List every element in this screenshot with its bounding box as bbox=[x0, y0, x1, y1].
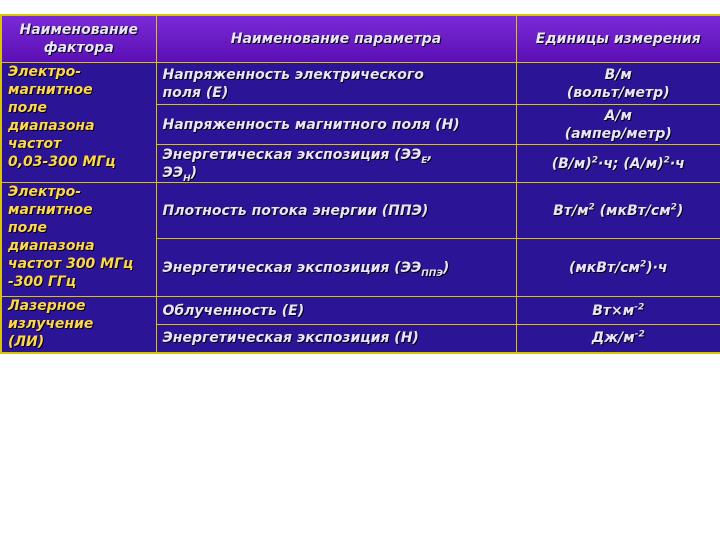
param-text: поля (E) bbox=[162, 84, 229, 101]
header-factor-line1: Наименование bbox=[19, 22, 138, 38]
unit-text: )·ч bbox=[646, 259, 668, 276]
param-text: Энергетическая экспозиция (H) bbox=[162, 330, 419, 347]
factor-text: (ЛИ) bbox=[8, 334, 45, 350]
table-row bbox=[1, 183, 720, 239]
unit-cell bbox=[516, 297, 720, 325]
unit-cell bbox=[516, 105, 720, 145]
unit-superscript: 2 bbox=[639, 258, 647, 269]
unit-cell bbox=[516, 63, 720, 105]
unit-text: Вт×м bbox=[592, 302, 635, 319]
factor-text: Электро- bbox=[8, 184, 82, 200]
param-text: Плотность потока энергии (ППЭ) bbox=[162, 202, 429, 219]
param-text: Облученность (E) bbox=[162, 302, 305, 319]
factor-text: -300 ГГц bbox=[8, 274, 77, 290]
header-parameter: Наименование параметра bbox=[156, 15, 516, 63]
factor-cell-emf-low bbox=[1, 63, 156, 183]
header-unit: Единицы измерения bbox=[516, 15, 720, 63]
unit-superscript: -2 bbox=[634, 329, 645, 340]
factor-text: диапазона bbox=[8, 118, 95, 134]
table-row bbox=[1, 63, 720, 105]
unit-text: ·ч; (А/м) bbox=[598, 155, 664, 172]
param-cell bbox=[156, 239, 516, 297]
param-cell bbox=[156, 297, 516, 325]
param-text: Энергетическая экспозиция (ЭЭ bbox=[162, 146, 422, 163]
factor-text: Электро- bbox=[8, 64, 82, 80]
unit-text: (мкВт/см bbox=[594, 202, 671, 219]
factor-text: излучение bbox=[8, 316, 94, 332]
param-subscript: E bbox=[421, 155, 428, 166]
unit-superscript: 2 bbox=[591, 154, 598, 165]
factor-cell-laser bbox=[1, 297, 156, 353]
unit-text: (вольт/метр) bbox=[566, 84, 670, 101]
unit-text: А/м bbox=[604, 107, 632, 124]
param-cell bbox=[156, 105, 516, 145]
param-text: Напряженность электрического bbox=[162, 66, 424, 83]
unit-text: В/м bbox=[604, 66, 632, 83]
unit-text: Дж/м bbox=[591, 330, 635, 347]
factor-text: поле bbox=[8, 100, 48, 116]
factor-text: частот bbox=[8, 136, 62, 152]
unit-text: (В/м) bbox=[551, 155, 592, 172]
unit-text: Вт/м bbox=[553, 202, 589, 219]
param-cell bbox=[156, 145, 516, 183]
unit-superscript: -2 bbox=[634, 301, 645, 312]
param-cell bbox=[156, 63, 516, 105]
table-row bbox=[1, 297, 720, 325]
param-text: ) bbox=[442, 259, 450, 276]
factor-text: частот 300 МГц bbox=[8, 256, 134, 272]
param-text: Напряженность магнитного поля (H) bbox=[162, 116, 460, 133]
param-cell bbox=[156, 183, 516, 239]
factor-text: магнитное bbox=[8, 82, 93, 98]
param-text: , bbox=[427, 146, 433, 163]
unit-superscript: 2 bbox=[663, 154, 670, 165]
factor-text: Лазерное bbox=[8, 298, 86, 314]
parameters-table bbox=[0, 14, 720, 354]
unit-cell bbox=[516, 325, 720, 353]
header-factor bbox=[1, 15, 156, 63]
param-cell bbox=[156, 325, 516, 353]
factor-text: магнитное bbox=[8, 202, 93, 218]
unit-text: (мкВт/см bbox=[568, 259, 640, 276]
header-factor-line2: фактора bbox=[43, 40, 114, 56]
param-text: Энергетическая экспозиция (ЭЭ bbox=[162, 259, 422, 276]
unit-cell bbox=[516, 183, 720, 239]
factor-cell-emf-high bbox=[1, 183, 156, 297]
unit-cell bbox=[516, 145, 720, 183]
unit-text: (ампер/метр) bbox=[564, 125, 672, 142]
unit-cell bbox=[516, 239, 720, 297]
factor-text: 0,03-300 МГц bbox=[8, 154, 116, 170]
param-text: ЭЭ bbox=[162, 164, 184, 181]
param-subscript: ППЭ bbox=[421, 268, 443, 279]
param-subscript: H bbox=[183, 173, 191, 183]
unit-superscript: 2 bbox=[588, 201, 595, 212]
param-text: ) bbox=[190, 164, 198, 181]
unit-superscript: 2 bbox=[670, 201, 677, 212]
header-row bbox=[1, 15, 720, 63]
unit-text: ) bbox=[676, 202, 684, 219]
unit-text: ·ч bbox=[669, 155, 685, 172]
factor-text: диапазона bbox=[8, 238, 95, 254]
factor-text: поле bbox=[8, 220, 48, 236]
